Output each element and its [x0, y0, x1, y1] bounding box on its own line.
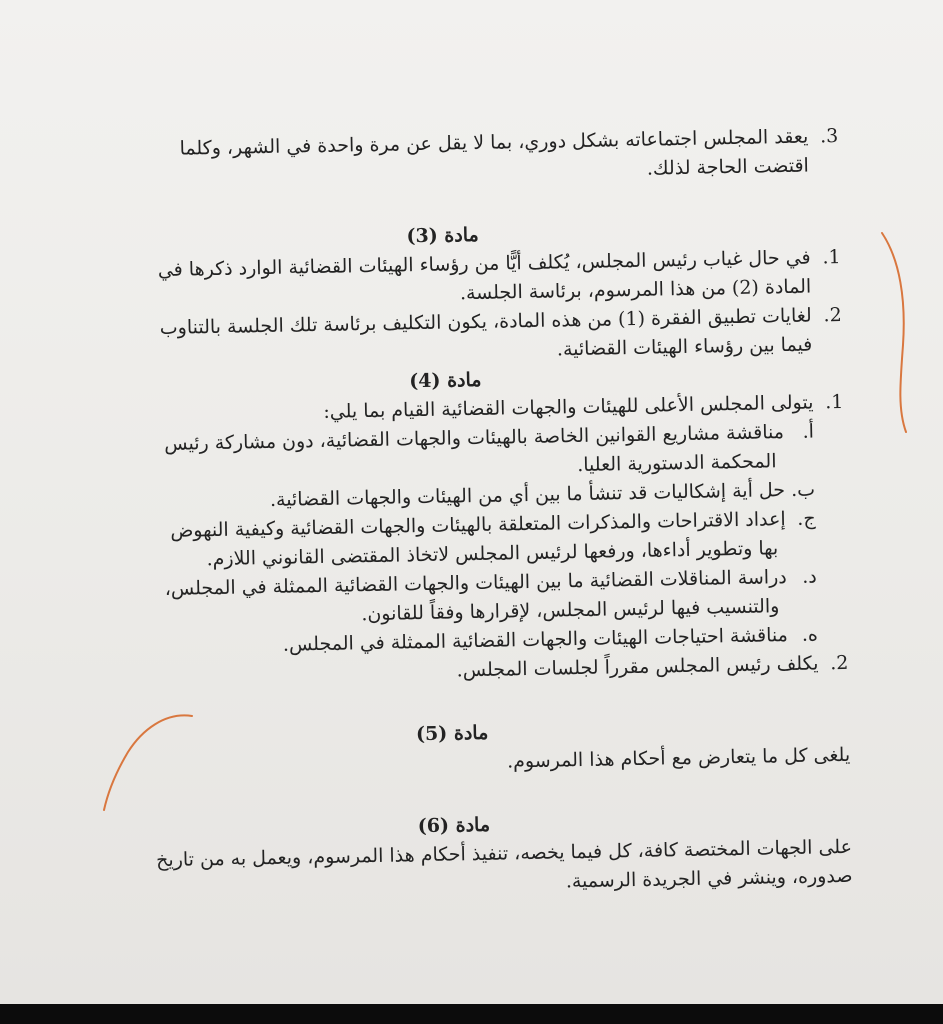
- sub-text: دراسة المناقلات القضائية ما بين الهيئات والجهات القضائية الممثلة في المجلس،: [164, 566, 787, 601]
- clause-text-continued: اقتضت الحاجة لذلك.: [646, 154, 810, 180]
- sub-letter: د.: [801, 565, 817, 588]
- article-heading: مادة (6): [417, 813, 491, 838]
- sub-text: إعداد الاقتراحات والمذكرات المتعلقة بالهيئات والجهات القضائية وكيفية النهوض: [170, 508, 786, 542]
- sub-letter: أ.: [802, 420, 815, 443]
- item-text-continued: المادة (2) من هذا المرسوم، برئاسة الجلسة.: [459, 275, 812, 305]
- item-number: 2.: [830, 651, 849, 675]
- sub-text-continued: والتنسيب فيها لرئيس المجلس، لإقرارها وفقاً للقانون.: [361, 595, 780, 626]
- item-number: 1.: [822, 245, 841, 269]
- item-number: 1.: [825, 390, 844, 414]
- sub-text-continued: بها وتطوير أداءها، ورفعها لرئيس المجلس لاتخاذ المقتضى القانوني اللازم.: [206, 537, 779, 571]
- article-6-text-continued: صدوره، وينشر في الجريدة الرسمية.: [565, 864, 853, 893]
- article-6-text: على الجهات المختصة كافة، كل فيما يخصه، تنفيذ أحكام هذا المرسوم، ويعمل به من تاريخ: [155, 835, 853, 872]
- article-heading: مادة (5): [415, 721, 489, 746]
- article-heading: مادة (3): [406, 223, 479, 248]
- sub-text: حل أية إشكاليات قد تنشأ ما بين أي من الهيئات والجهات القضائية.: [269, 479, 786, 511]
- item-text: لغايات تطبيق الفقرة (1) من هذه المادة، يكون التكليف برئاسة تلك الجلسة بالتناوب: [159, 304, 812, 340]
- item-text: في حال غياب رئيس المجلس، يُكلف أيًّا من رؤساء الهيئات القضائية الوارد ذكرها في: [157, 246, 811, 282]
- sub-text-continued: المحكمة الدستورية العليا.: [577, 450, 777, 477]
- sub-letter: ب.: [790, 478, 816, 501]
- item-text: يكلف رئيس المجلس مقرراً لجلسات المجلس.: [456, 652, 819, 682]
- sub-text: مناقشة مشاريع القوانين الخاصة بالهيئات والجهات القضائية، دون مشاركة رئيس: [164, 421, 785, 455]
- item-text: يتولى المجلس الأعلى للهيئات والجهات القضائية القيام بما يلي:: [323, 391, 814, 423]
- decree-text: [63, 122, 853, 906]
- article-heading: مادة (4): [409, 368, 482, 393]
- sub-letter: ج.: [797, 507, 816, 530]
- article-5-text: يلغى كل ما يتعارض مع أحكام هذا المرسوم.: [506, 743, 851, 773]
- clause-text: يعقد المجلس اجتماعاته بشكل دوري، بما لا يقل عن مرة واحدة في الشهر، وكلما: [179, 125, 809, 160]
- sub-letter: ه.: [801, 623, 819, 646]
- clause-number: 3.: [819, 124, 839, 148]
- sub-text: مناقشة احتياجات الهيئات والجهات القضائية الممثلة في المجلس.: [282, 624, 789, 656]
- bottom-bar: [0, 1004, 943, 1024]
- item-text-continued: فيما بين رؤساء الهيئات القضائية.: [556, 333, 813, 361]
- orange-bracket-mark: [882, 233, 906, 432]
- item-number: 2.: [823, 303, 842, 327]
